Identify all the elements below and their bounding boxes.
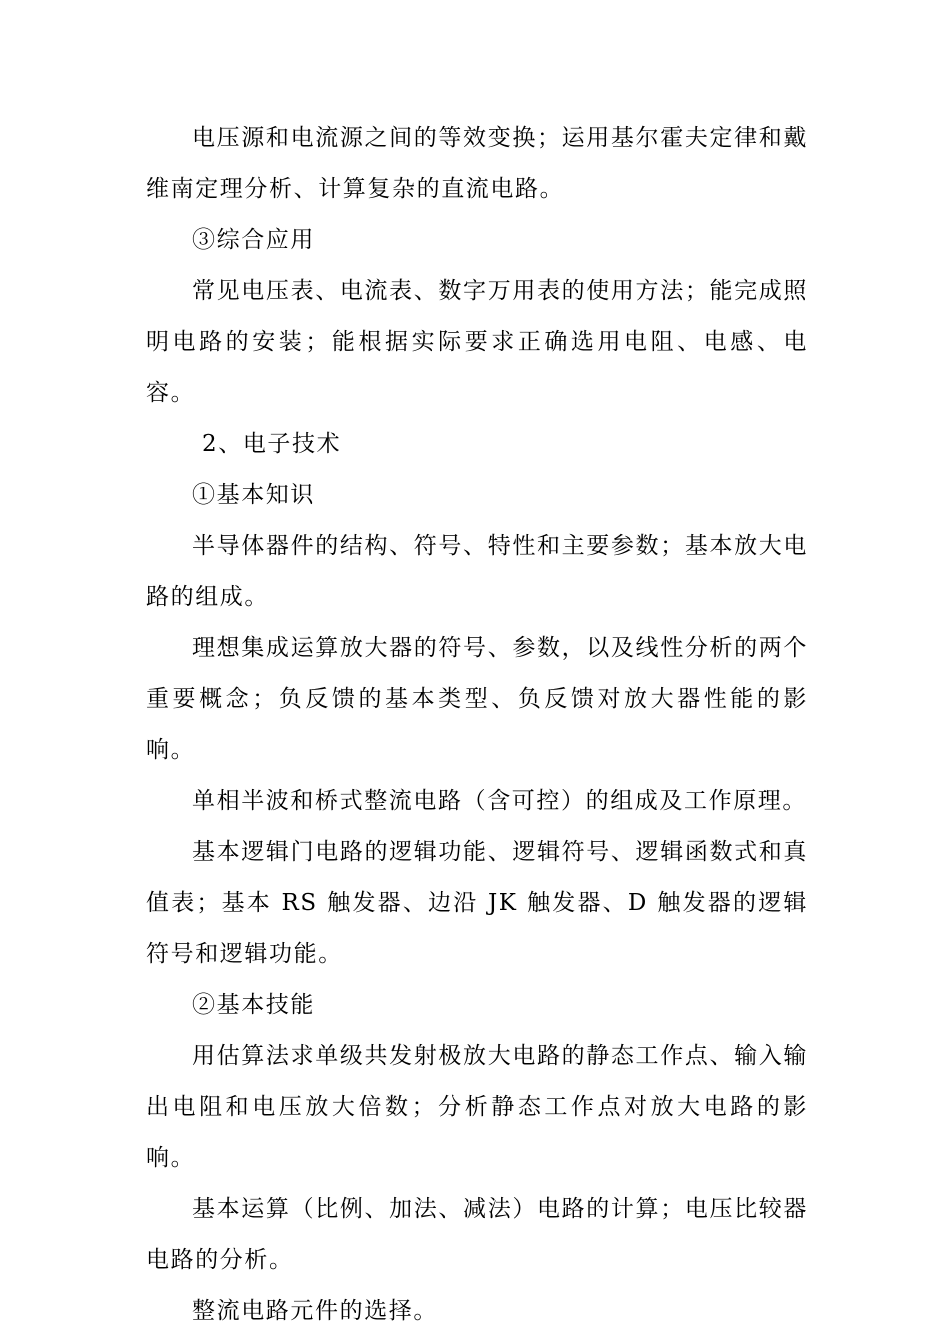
paragraph-rectifier-components: 整流电路元件的选择。	[192, 1298, 438, 1324]
subheading-comprehensive-application: ③综合应用	[192, 227, 315, 253]
paragraph-amplifier-estimation: 用估算法求单级共发射极放大电路的静态工作点、输入输出电阻和电压放大倍数；分析静态工作点对放大电路的影响。	[146, 1043, 808, 1171]
paragraph-rectifier: 单相半波和桥式整流电路（含可控）的组成及工作原理。	[192, 788, 807, 814]
subheading-basic-skills: ②基本技能	[192, 992, 315, 1018]
paragraph-basic-operations: 基本运算（比例、加法、减法）电路的计算；电压比较器电路的分析。	[146, 1196, 808, 1273]
paragraph-logic-gates: 基本逻辑门电路的逻辑功能、逻辑符号、逻辑函数式和真值表；基本 RS 触发器、边沿 JK 触发器、D 触发器的逻辑符号和逻辑功能。	[146, 839, 808, 967]
paragraph-semiconductor: 半导体器件的结构、符号、特性和主要参数；基本放大电路的组成。	[146, 533, 808, 610]
paragraph-meters-usage: 常见电压表、电流表、数字万用表的使用方法；能完成照明电路的安装；能根据实际要求正确选用电阻、电感、电容。	[146, 278, 808, 406]
paragraph-op-amp: 理想集成运算放大器的符号、参数，以及线性分析的两个重要概念；负反馈的基本类型、负反馈对放大器性能的影响。	[146, 635, 808, 763]
document-body	[146, 113, 808, 1337]
subheading-basic-knowledge: ①基本知识	[192, 482, 315, 508]
paragraph-voltage-current-source: 电压源和电流源之间的等效变换；运用基尔霍夫定律和戴维南定理分析、计算复杂的直流电路。	[146, 125, 808, 202]
section-heading-electronics: 2、电子技术	[202, 431, 342, 457]
